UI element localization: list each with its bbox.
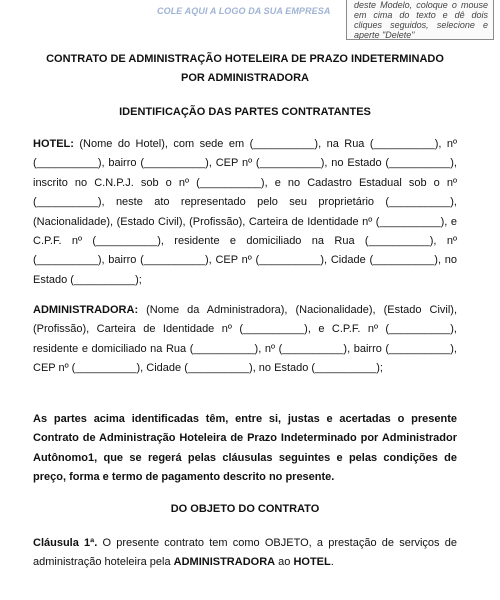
title-line-2: POR ADMINISTRADORA [181,72,309,84]
hotel-label: HOTEL: [33,138,74,150]
agreement-paragraph: As partes acima identificadas têm, entre si, justas e acertadas o presente Contrato de Administração Hoteleira de Prazo Indeterminado por Administrador Autônomo1, que se regerá pelas cláusulas seguintes e pelas condições de preço, forma e termo de pagamento descrito no presente. [33,413,457,484]
instruction-note: deste Modelo, coloque o mouse em cima do texto e dê dois cliques seguidos, selecione e aperte "Delete" [346,0,494,40]
clause-1-text-after: . [330,556,334,569]
clause-1-bold-administradora: ADMINISTRADORA [173,556,276,569]
hotel-text: (Nome do Hotel), com sede em (__________), na Rua (__________), nº (__________), bairro (__________), CEP nº (__________), no Estado (__________), inscrito no C.N.P.J. sob o nº (__________), e no Cadastro Estadual sob o nº (__________), neste ato representado pelo seu proprietário (__________), (Nacionalidade), (Estado Civil), (Profissão), Carteira de Identidade nº (__________), e C.P.F. nº (__________), residente e domiciliado na Rua (__________), nº (__________), bairro (__________), CEP nº (__________), Cidade (__________), no Estado (__________); [33,138,457,286]
clause-1-paragraph [33,534,457,573]
administradora-label: ADMINISTRADORA: [33,304,139,316]
hotel-paragraph [33,135,457,290]
administradora-paragraph [33,301,457,379]
clause-1-bold-hotel: HOTEL [293,556,331,569]
contract-title [33,50,457,88]
clause-1-label: Cláusula 1ª. [33,537,98,549]
title-line-1: CONTRATO DE ADMINISTRAÇÃO HOTELEIRA DE PRAZO INDETERMINADO [46,53,444,65]
administradora-text: (Nome da Administradora), (Nacionalidade), (Estado Civil), (Profissão), Carteira de Identidade nº (__________), e C.P.F. nº (__________), residente e domiciliado na Rua (__________), nº (__________), bairro (__________), CEP nº (__________), Cidade (__________), no Estado (__________); [33,304,457,375]
logo-placeholder[interactable]: COLE AQUI A LOGO DA SUA EMPRESA [157,6,331,16]
clause-1-text-before: O presente contrato tem como OBJETO, a prestação de serviços de administração hoteleira pela [33,537,457,569]
section-heading-object: DO OBJETO DO CONTRATO [170,503,320,515]
clause-1-text-middle: ao [275,556,294,569]
section-heading-parties: IDENTIFICAÇÃO DAS PARTES CONTRATANTES [119,106,371,118]
